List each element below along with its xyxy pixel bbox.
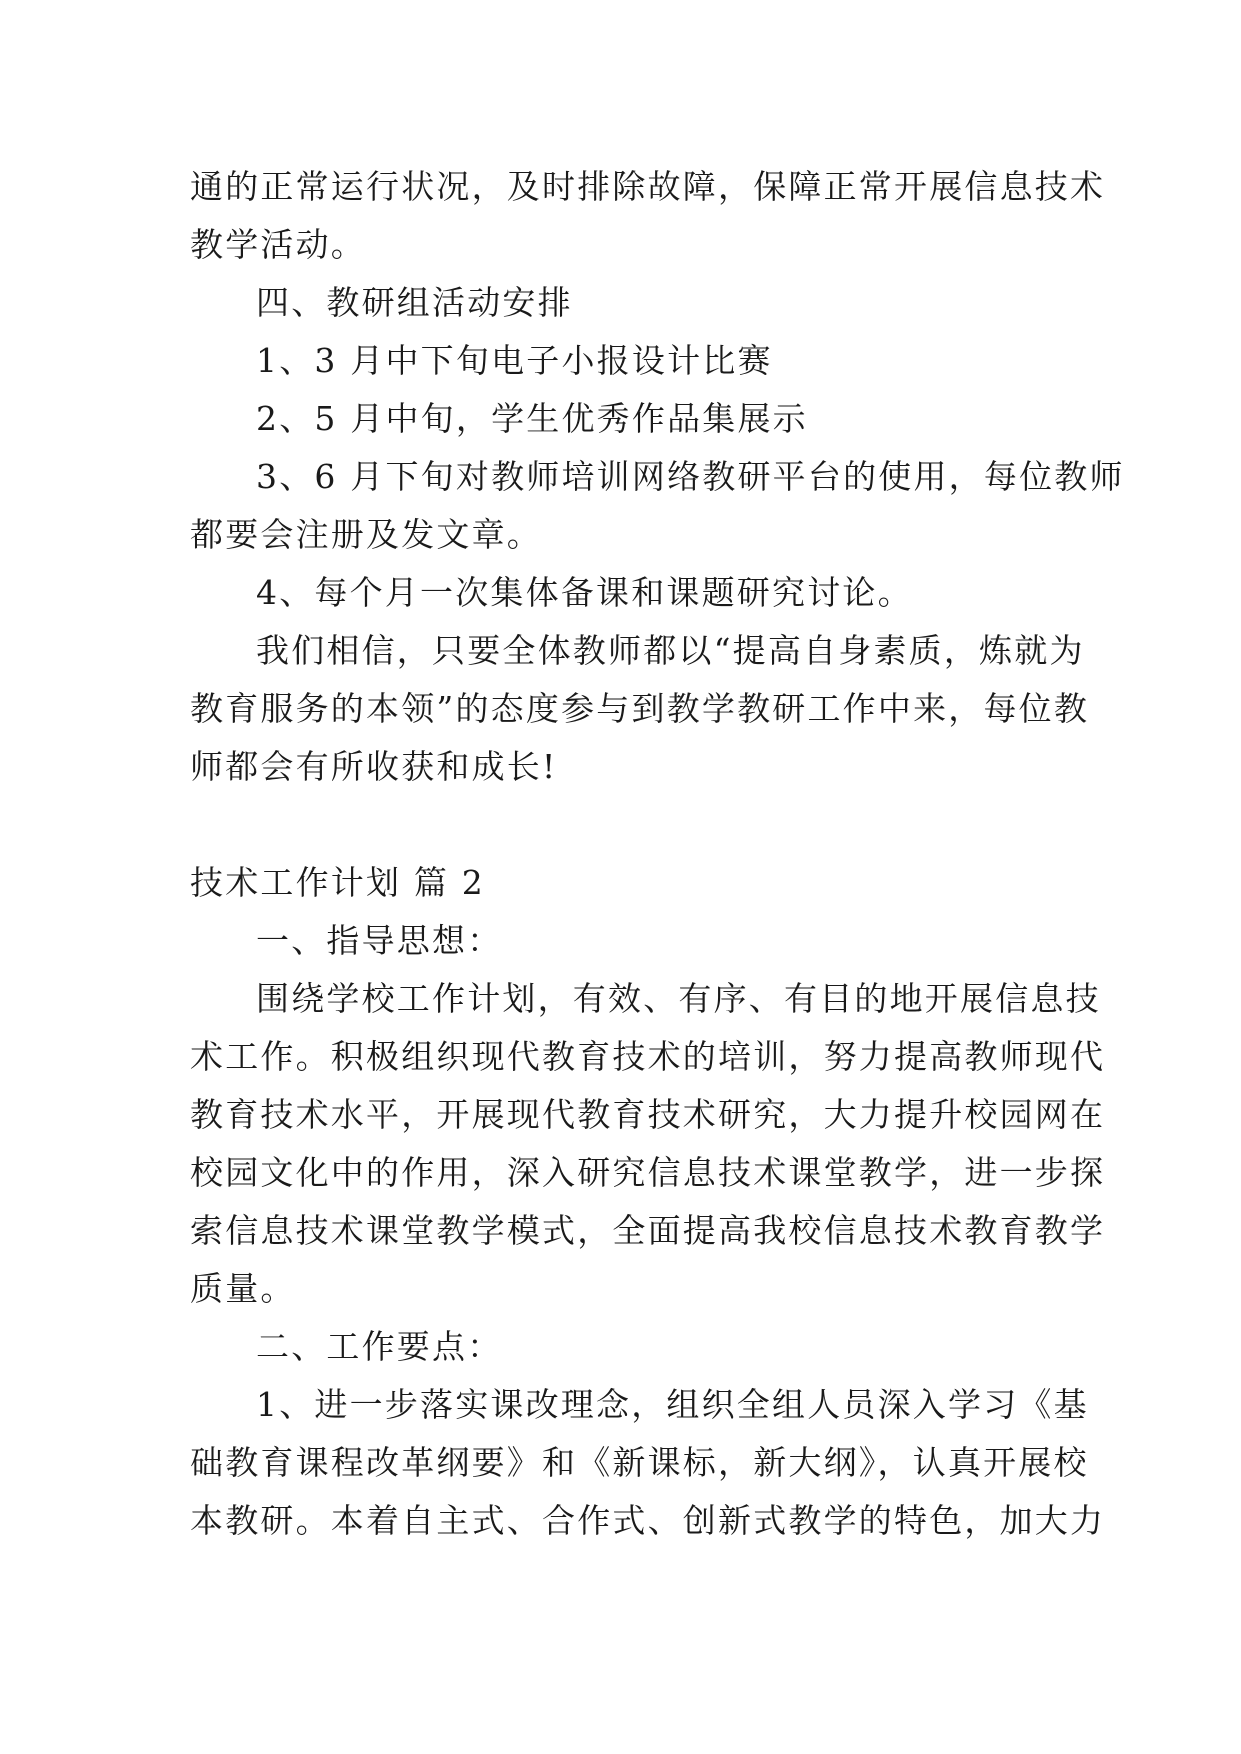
text-line: 1、进一步落实课改理念，组织全组人员深入学习《基: [256, 1385, 1089, 1424]
text-line: 我们相信，只要全体教师都以“提高自身素质，炼就为: [256, 631, 1085, 670]
text-line: 4、每个月一次集体备课和课题研究讨论。: [256, 573, 913, 612]
text-line: 质量。: [190, 1269, 296, 1308]
text-line: 本教研。本着自主式、合作式、创新式教学的特色，加大力: [190, 1501, 1106, 1540]
text-line: 教学活动。: [190, 225, 366, 264]
paragraph: [190, 564, 1050, 622]
paragraph: [190, 448, 1125, 564]
text-line: 索信息技术课堂教学模式，全面提高我校信息技术教育教学: [190, 1211, 1106, 1250]
paragraph: [190, 390, 1050, 448]
paragraph: [190, 158, 1106, 274]
text-line: 校园文化中的作用，深入研究信息技术课堂教学，进一步探: [190, 1153, 1106, 1192]
paragraph: [190, 1318, 1050, 1376]
paragraph: [190, 1376, 1106, 1550]
text-line: 师都会有所收获和成长!: [190, 747, 558, 786]
document-body: [190, 158, 1125, 1550]
paragraph: [190, 274, 1050, 332]
text-line: 通的正常运行状况，及时排除故障，保障正常开展信息技术: [190, 167, 1106, 206]
section-gap: [190, 796, 1050, 854]
text-line: 都要会注册及发文章。: [190, 515, 542, 554]
text-line: 技术工作计划 篇 2: [190, 863, 485, 902]
text-line: 术工作。积极组织现代教育技术的培训，努力提高教师现代: [190, 1037, 1106, 1076]
text-line: 二、工作要点：: [256, 1327, 503, 1366]
paragraph: [190, 332, 1050, 390]
paragraph: [190, 912, 1050, 970]
text-line: 一、指导思想：: [256, 921, 503, 960]
text-line: 2、5 月中旬，学生优秀作品集展示: [256, 399, 808, 438]
text-line: 3、6 月下旬对教师培训网络教研平台的使用，每位教师: [256, 457, 1125, 496]
paragraph: [190, 622, 1090, 796]
text-line: 1、3 月中下旬电子小报设计比赛: [256, 341, 773, 380]
text-line: 教育服务的本领”的态度参与到教学教研工作中来，每位教: [190, 689, 1090, 728]
text-line: 础教育课程改革纲要》和《新课标，新大纲》，认真开展校: [190, 1443, 1089, 1482]
text-line: 教育技术水平，开展现代教育技术研究，大力提升校园网在: [190, 1095, 1106, 1134]
paragraph: [190, 970, 1106, 1318]
text-line: 围绕学校工作计划，有效、有序、有目的地开展信息技: [256, 979, 1101, 1018]
text-line: 四、教研组活动安排: [256, 283, 573, 322]
section-heading: [190, 854, 1050, 912]
